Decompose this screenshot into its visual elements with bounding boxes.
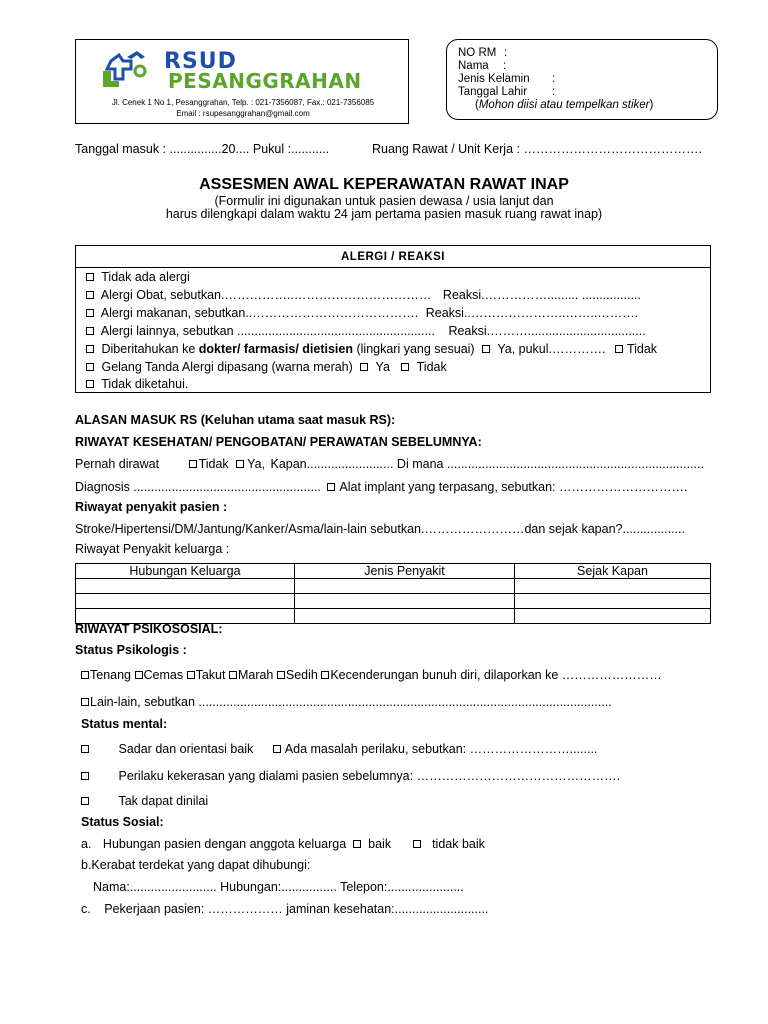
suicidal-field[interactable]: Kecenderungan bunuh diri, dilaporkan ke …………………… bbox=[330, 668, 662, 682]
psychological-options-row bbox=[81, 668, 662, 682]
oriented-label: Sadar dan orientasi baik bbox=[118, 742, 254, 756]
bracelet-label: Gelang Tanda Alergi dipasang (warna merah) bbox=[101, 360, 353, 374]
checkbox-bracelet-yes[interactable] bbox=[360, 363, 368, 371]
behavior-problem-field[interactable]: Ada masalah perilaku, sebutkan: ……………………........ bbox=[284, 742, 598, 756]
allergy-header: ALERGI / REAKSI bbox=[76, 246, 710, 268]
checkbox-allergy-unknown[interactable] bbox=[86, 380, 94, 388]
psychological-other-row bbox=[81, 695, 612, 709]
hospital-header bbox=[75, 39, 409, 124]
relation-bad-label: tidak baik bbox=[432, 837, 485, 851]
subtitle-line-2: harus dilengkapi dalam waktu 24 jam pertama pasien masuk ruang rawat inap) bbox=[165, 207, 603, 221]
disease-list-field[interactable]: Stroke/Hipertensi/DM/Jantung/Kanker/Asma/lain-lain sebutkan.……………………dan sejak kapan?.................. bbox=[75, 522, 685, 536]
checkbox-other-allergy[interactable] bbox=[86, 327, 94, 335]
colon: : bbox=[552, 86, 556, 98]
ward-unit-field[interactable]: Ruang Rawat / Unit Kerja : ……………………………………. bbox=[372, 142, 702, 156]
bracelet-no-label: Tidak bbox=[416, 360, 447, 374]
psych-other-field[interactable]: Lain-lain, sebutkan ....................................................................................................................... bbox=[90, 695, 612, 709]
allergy-row-bracelet bbox=[86, 360, 447, 374]
psychosocial-heading: RIWAYAT PSIKOSOSIAL: bbox=[75, 622, 223, 636]
anxious-label: Cemas bbox=[143, 668, 184, 682]
social-status-row-c bbox=[81, 902, 488, 916]
diagnosis-field[interactable]: Diagnosis ...................................................... bbox=[75, 480, 321, 494]
table-cell[interactable] bbox=[515, 594, 711, 609]
previously-hospitalized-row bbox=[75, 457, 704, 471]
colon: : bbox=[503, 60, 507, 72]
column-header-since: Sejak Kapan bbox=[515, 564, 711, 579]
diagnosis-row bbox=[75, 480, 687, 494]
relation-good-label: baik bbox=[368, 837, 392, 851]
allergy-unknown-label: Tidak diketahui. bbox=[101, 377, 189, 391]
notified-no-label: Tidak bbox=[626, 342, 658, 356]
hospitalized-yes-label: Ya, bbox=[247, 457, 265, 471]
table-cell[interactable] bbox=[76, 579, 295, 594]
mental-status-row-2 bbox=[81, 769, 620, 783]
food-allergy-field[interactable]: Alergi makanan, sebutkan..…………………………………. bbox=[100, 306, 419, 320]
logo-text-rsud: RSUD bbox=[164, 49, 237, 74]
form-subtitle bbox=[0, 195, 768, 221]
allergy-row-unknown bbox=[86, 377, 188, 391]
checkbox-food-allergy[interactable] bbox=[86, 309, 94, 317]
family-relation-label: Hubungan pasien dengan anggota keluarga bbox=[102, 837, 347, 851]
family-history-label: Riwayat Penyakit keluarga : bbox=[75, 542, 230, 556]
other-allergy-field[interactable]: Alergi lainnya, sebutkan ......................................................... bbox=[100, 324, 435, 338]
checkbox-violence[interactable] bbox=[81, 772, 89, 780]
checkbox-suicidal[interactable] bbox=[321, 671, 329, 679]
patient-identity-box bbox=[446, 39, 718, 120]
no-allergy-label: Tidak ada alergi bbox=[101, 270, 190, 284]
label-jenis-kelamin: Jenis Kelamin bbox=[458, 73, 530, 85]
table-row bbox=[76, 594, 711, 609]
checkbox-notified[interactable] bbox=[86, 345, 94, 353]
table-cell[interactable] bbox=[295, 609, 515, 624]
checkbox-psych-other[interactable] bbox=[81, 698, 89, 706]
form-title: ASSESMEN AWAL KEPERAWATAN RAWAT INAP bbox=[199, 176, 569, 193]
table-header-row bbox=[76, 564, 711, 579]
health-history-heading: RIWAYAT KESEHATAN/ PENGOBATAN/ PERAWATAN SEBELUMNYA: bbox=[75, 435, 482, 449]
notified-roles[interactable]: dokter/ farmasis/ dietisien bbox=[198, 342, 353, 356]
checkbox-notified-yes[interactable] bbox=[482, 345, 490, 353]
checkbox-afraid[interactable] bbox=[187, 671, 195, 679]
label-no-rm: NO RM bbox=[458, 47, 497, 59]
sad-label: Sedih bbox=[285, 668, 318, 682]
implant-field[interactable]: Alat implant yang terpasang, sebutkan: …………………………. bbox=[339, 480, 688, 494]
reason-admission-heading: ALASAN MASUK RS (Keluhan utama saat masuk RS): bbox=[75, 413, 396, 427]
other-reaction-field[interactable]: Reaksi.……….................................. bbox=[448, 324, 646, 338]
table-cell[interactable] bbox=[76, 594, 295, 609]
label-nama: Nama bbox=[458, 60, 489, 72]
checkbox-calm[interactable] bbox=[81, 671, 89, 679]
hospitalized-no-label: Tidak bbox=[198, 457, 229, 471]
checkbox-oriented[interactable] bbox=[81, 745, 89, 753]
paren-close: ) bbox=[649, 99, 654, 111]
checkbox-behavior-problem[interactable] bbox=[273, 745, 281, 753]
calm-label: Tenang bbox=[90, 668, 132, 682]
checkbox-relation-bad[interactable] bbox=[413, 840, 421, 848]
checkbox-notified-no[interactable] bbox=[615, 345, 623, 353]
checkbox-bracelet-no[interactable] bbox=[401, 363, 409, 371]
table-row bbox=[76, 579, 711, 594]
hospital-address-block bbox=[76, 97, 410, 119]
social-status-row-a bbox=[81, 837, 485, 851]
patient-disease-history-heading: Riwayat penyakit pasien : bbox=[75, 500, 228, 514]
allergy-row-other bbox=[86, 324, 646, 338]
paren-open: ( bbox=[475, 99, 479, 111]
relative-contact-field[interactable]: Nama:......................... Hubungan:................ Telepon:...................... bbox=[93, 880, 464, 894]
mental-status-row-1 bbox=[81, 742, 597, 756]
family-history-table bbox=[75, 563, 711, 624]
colon: : bbox=[504, 47, 508, 59]
sticker-note-text: Mohon diisi atau tempelkan stiker bbox=[478, 99, 650, 111]
checkbox-drug-allergy[interactable] bbox=[86, 291, 94, 299]
checkbox-hospitalized-yes[interactable] bbox=[236, 460, 244, 468]
mental-status-row-3 bbox=[81, 794, 208, 808]
subtitle-line-1: (Formulir ini digunakan untuk pasien dewasa / usia lanjut dan bbox=[214, 194, 554, 208]
occupation-insurance-field[interactable]: Pekerjaan pasien: ……………… jaminan kesehatan:........................... bbox=[104, 902, 489, 916]
item-marker-c: c. bbox=[81, 902, 91, 916]
checkbox-bracelet[interactable] bbox=[86, 363, 94, 371]
afraid-label: Takut bbox=[195, 668, 226, 682]
sticker-note bbox=[475, 99, 653, 111]
table-cell[interactable] bbox=[515, 609, 711, 624]
social-status-heading: Status Sosial: bbox=[81, 815, 164, 829]
psychological-status-heading: Status Psikologis : bbox=[75, 643, 187, 657]
hospitalized-when-where-field[interactable]: Kapan......................... Di mana .......................................................................... bbox=[270, 457, 704, 471]
checkbox-sad[interactable] bbox=[277, 671, 285, 679]
colon: : bbox=[552, 73, 556, 85]
checkbox-implant[interactable] bbox=[327, 483, 335, 491]
hospital-email: Email : rsupesanggrahan@gmail.com bbox=[176, 109, 310, 118]
table-cell[interactable] bbox=[515, 579, 711, 594]
hospital-logo-icon bbox=[97, 49, 153, 89]
notified-instruction: (lingkari yang sesuai) bbox=[353, 342, 475, 356]
angry-label: Marah bbox=[237, 668, 274, 682]
checkbox-angry[interactable] bbox=[229, 671, 237, 679]
table-cell[interactable] bbox=[295, 594, 515, 609]
checkbox-relation-good[interactable] bbox=[353, 840, 361, 848]
column-header-relation: Hubungan Keluarga bbox=[76, 564, 295, 579]
checkbox-not-assessable[interactable] bbox=[81, 797, 89, 805]
label-tanggal-lahir: Tanggal Lahir bbox=[458, 86, 528, 98]
drug-reaction-field[interactable]: Reaksi.……………......... ................. bbox=[442, 288, 641, 302]
mental-status-heading: Status mental: bbox=[81, 717, 168, 731]
bracelet-yes-label: Ya bbox=[375, 360, 390, 374]
allergy-row-drug bbox=[86, 288, 641, 302]
allergy-row-none bbox=[86, 270, 190, 284]
logo-text-pesanggrahan: PESANGGRAHAN bbox=[168, 69, 362, 93]
food-reaction-field[interactable]: Reaksi..…………………..……..………. bbox=[425, 306, 639, 320]
previously-hospitalized-label: Pernah dirawat bbox=[75, 457, 160, 471]
hospital-address: Jl. Cenek 1 No 1, Pesanggrahan, Telp. : 021-7356087, Fax.: 021-7356085 bbox=[111, 98, 375, 107]
table-cell[interactable] bbox=[295, 579, 515, 594]
allergy-section bbox=[75, 245, 711, 393]
admission-date-field[interactable]: Tanggal masuk : ...............20.... Pukul :........... bbox=[75, 142, 330, 156]
drug-allergy-field[interactable]: Alergi Obat, sebutkan.……………..…………………………… bbox=[100, 288, 432, 302]
notified-time-field[interactable]: Ya, pukul.…………. bbox=[497, 342, 606, 356]
checkbox-hospitalized-no[interactable] bbox=[189, 460, 197, 468]
closest-relative-label: b.Kerabat terdekat yang dapat dihubungi: bbox=[81, 858, 311, 872]
column-header-disease: Jenis Penyakit bbox=[295, 564, 515, 579]
checkbox-no-allergy[interactable] bbox=[86, 273, 94, 281]
not-assessable-label: Tak dapat dinilai bbox=[118, 794, 209, 808]
item-marker-a: a. bbox=[81, 837, 92, 851]
violence-field[interactable]: Perilaku kekerasan yang dialami pasien sebelumnya: …………………………………………. bbox=[118, 769, 621, 783]
checkbox-anxious[interactable] bbox=[135, 671, 143, 679]
allergy-row-food bbox=[86, 306, 638, 320]
notified-label: Diberitahukan ke bbox=[101, 342, 199, 356]
allergy-row-notified bbox=[86, 342, 657, 356]
